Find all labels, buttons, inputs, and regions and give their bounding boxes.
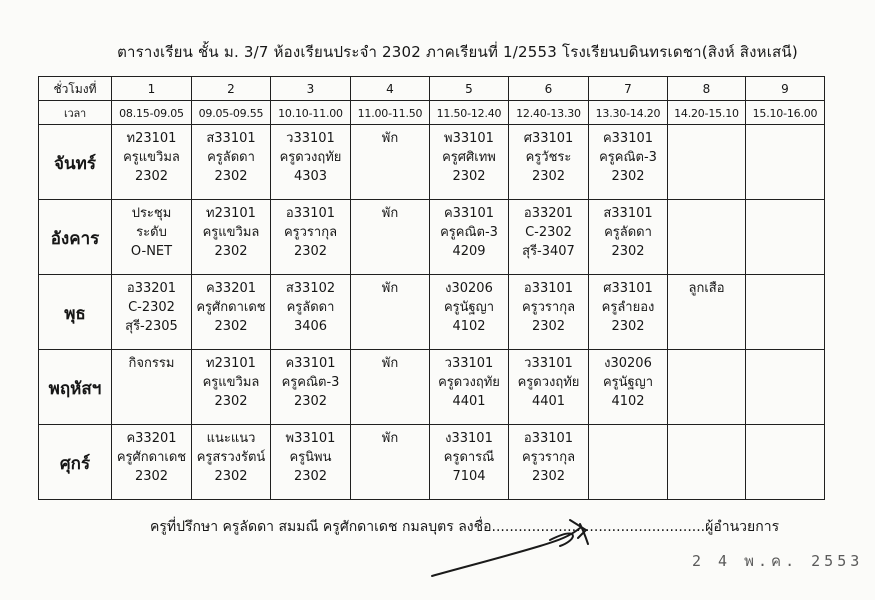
schedule-cell [351, 125, 430, 200]
schedule-cell [668, 125, 746, 200]
cell-line: ประชุม [131, 206, 172, 221]
cell-line: ครูนิพน [289, 450, 332, 465]
cell-line: 2302 [214, 244, 248, 259]
cell-line: ครูดวงฤทัย [517, 375, 580, 390]
period-number: 1 [112, 77, 192, 101]
cell-line: ท23101 [206, 356, 256, 371]
day-name: จันทร์ [39, 125, 112, 200]
schedule-cell [351, 425, 430, 500]
cell-line: ครูดวงฤทัย [438, 375, 500, 390]
period-time: 11.00-11.50 [351, 101, 430, 125]
schedule-cell [589, 275, 668, 350]
cell-line: ครูศักดาเดช [196, 300, 266, 315]
schedule-cell [746, 200, 825, 275]
schedule-cell [192, 425, 271, 500]
cell-line: แนะแนว [206, 431, 256, 446]
cell-line: พัก [381, 356, 399, 371]
cell-line: ครูคณิต-3 [440, 225, 498, 240]
cell-line: ท23101 [126, 131, 177, 146]
cell-line: 2302 [214, 319, 248, 334]
cell-line: 2302 [293, 244, 328, 259]
cell-line: 4102 [452, 319, 486, 334]
cell-line: สุรี-3407 [522, 244, 575, 259]
schedule-cell [271, 350, 351, 425]
schedule-cell [112, 125, 192, 200]
period-number: 3 [271, 77, 351, 101]
cell-line: ครูคณิต-3 [281, 375, 340, 390]
timetable [38, 76, 825, 500]
cell-line: ครูวรากุล [283, 225, 338, 240]
cell-line: C-2302 [128, 300, 175, 315]
cell-line: อ33101 [523, 281, 574, 296]
schedule-cell [509, 200, 589, 275]
period-number: 2 [192, 77, 271, 101]
cell-line: ว33101 [286, 131, 335, 146]
schedule-cell [746, 125, 825, 200]
cell-line: อ33201 [523, 206, 574, 221]
cell-line: ค33201 [126, 431, 177, 446]
cell-line: อ33101 [285, 206, 336, 221]
cell-line: ครูลำยอง [601, 300, 655, 315]
cell-line: ครูดารณี [443, 450, 495, 465]
cell-line: ครูลัดดา [286, 300, 335, 315]
period-label: ชั่วโมงที่ [39, 77, 112, 101]
day-row [39, 275, 825, 350]
schedule-cell [430, 125, 509, 200]
cell-line: พัก [381, 206, 399, 221]
cell-line: พ33101 [285, 431, 336, 446]
cell-line: 2302 [531, 169, 566, 184]
date-stamp: 2 4 พ.ค. 2553 [692, 552, 864, 570]
schedule-cell [746, 275, 825, 350]
cell-line: 4209 [452, 244, 486, 259]
schedule-cell [430, 200, 509, 275]
period-number: 9 [746, 77, 825, 101]
period-time: 10.10-11.00 [271, 101, 351, 125]
day-name: อังคาร [39, 200, 112, 275]
cell-line: 2302 [214, 169, 248, 184]
schedule-cell [668, 350, 746, 425]
day-row [39, 425, 825, 500]
schedule-cell [746, 425, 825, 500]
period-time: 09.05-09.55 [192, 101, 271, 125]
cell-line: 2302 [214, 469, 248, 484]
schedule-cell [430, 350, 509, 425]
cell-line: ส33101 [206, 131, 256, 146]
cell-line: 2302 [214, 394, 248, 409]
schedule-cell [589, 425, 668, 500]
period-number: 7 [589, 77, 668, 101]
schedule-cell [430, 425, 509, 500]
cell-line: ครูวัชระ [525, 150, 572, 165]
schedule-cell [509, 350, 589, 425]
period-number: 8 [668, 77, 746, 101]
cell-line: 3406 [293, 319, 328, 334]
period-number: 6 [509, 77, 589, 101]
period-time: 11.50-12.40 [430, 101, 509, 125]
cell-line: 2302 [611, 169, 645, 184]
day-row [39, 350, 825, 425]
cell-line: 4303 [293, 169, 328, 184]
schedule-cell [589, 200, 668, 275]
cell-line: 2302 [452, 169, 486, 184]
cell-line: ครูนัฐญา [602, 375, 654, 390]
period-time: 13.30-14.20 [589, 101, 668, 125]
cell-line: ว33101 [444, 356, 494, 371]
day-name: พุธ [39, 275, 112, 350]
cell-line: ครูวรากุล [521, 300, 576, 315]
cell-line: สุรี-2305 [125, 319, 178, 334]
cell-line: ค33101 [285, 356, 336, 371]
cell-line: ส33101 [603, 206, 653, 221]
cell-line: ครูนัฐญา [443, 300, 495, 315]
schedule-cell [192, 275, 271, 350]
cell-line: 4102 [611, 394, 645, 409]
day-rows [39, 125, 825, 500]
time-label: เวลา [39, 101, 112, 125]
schedule-cell [192, 350, 271, 425]
period-number: 5 [430, 77, 509, 101]
cell-line: ครูสรวงรัตน์ [196, 450, 266, 465]
period-time: 08.15-09.05 [112, 101, 192, 125]
schedule-cell [589, 350, 668, 425]
cell-line: ท23101 [206, 206, 256, 221]
cell-line: 4401 [452, 394, 486, 409]
cell-line: อ33101 [523, 431, 574, 446]
cell-line: พัก [381, 131, 399, 146]
cell-line: ค33101 [443, 206, 495, 221]
cell-line: ครูดวงฤทัย [279, 150, 342, 165]
cell-line: O-NET [130, 244, 173, 259]
schedule-cell [668, 425, 746, 500]
cell-line: ว33101 [524, 356, 573, 371]
cell-line: ครูวรากุล [521, 450, 576, 465]
schedule-cell [112, 425, 192, 500]
cell-line: ครูศักดาเดช [116, 450, 187, 465]
cell-line: ง30206 [445, 281, 493, 296]
period-time: 12.40-13.30 [509, 101, 589, 125]
cell-line: 2302 [293, 469, 328, 484]
cell-line: 4401 [531, 394, 566, 409]
schedule-cell [192, 200, 271, 275]
page-title: ตารางเรียน ชั้น ม. 3/7 ห้องเรียนประจำ 2302 ภาคเรียนที่ 1/2553 โรงเรียนบดินทรเดชา(สิงห์ สิงหเสนี) [117, 43, 798, 61]
cell-line: ครูศศิเทพ [442, 150, 496, 165]
schedule-cell [271, 425, 351, 500]
cell-line: อ33201 [126, 281, 177, 296]
schedule-cell [351, 350, 430, 425]
cell-line: ครูลัดดา [207, 150, 255, 165]
schedule-cell [112, 275, 192, 350]
cell-line: ครูแขวิมล [202, 225, 260, 240]
period-header-row [39, 77, 825, 101]
cell-line: ค33101 [602, 131, 654, 146]
cell-line: ลูกเสือ [688, 281, 725, 296]
cell-line: ส33102 [285, 281, 336, 296]
schedule-cell [351, 275, 430, 350]
cell-line: 7104 [452, 469, 486, 484]
cell-line: ครูลัดดา [604, 225, 652, 240]
cell-line: พ33101 [444, 131, 494, 146]
cell-line: 2302 [293, 394, 328, 409]
cell-line: ศ33101 [523, 131, 574, 146]
schedule-cell [509, 425, 589, 500]
period-number: 4 [351, 77, 430, 101]
schedule-cell [112, 350, 192, 425]
cell-line: ง30206 [604, 356, 652, 371]
cell-line: ศ33101 [603, 281, 653, 296]
cell-line: ง33101 [445, 431, 493, 446]
cell-line: ครูแขวิมล [123, 150, 180, 165]
day-name: พฤหัสฯ [39, 350, 112, 425]
schedule-cell [668, 275, 746, 350]
cell-line: 2302 [611, 244, 645, 259]
cell-line: 2302 [611, 319, 645, 334]
time-header-row [39, 101, 825, 125]
cell-line: พัก [381, 431, 399, 446]
schedule-cell [509, 125, 589, 200]
cell-line: พัก [381, 281, 399, 296]
cell-line: ครูคณิต-3 [599, 150, 657, 165]
schedule-cell [509, 275, 589, 350]
day-name: ศุกร์ [39, 425, 112, 500]
schedule-cell [271, 200, 351, 275]
cell-line: 2302 [531, 469, 566, 484]
schedule-cell [271, 125, 351, 200]
schedule-cell [192, 125, 271, 200]
schedule-cell [746, 350, 825, 425]
schedule-cell [668, 200, 746, 275]
period-time: 15.10-16.00 [746, 101, 825, 125]
footer-signature-line: ครูที่ปรึกษา ครูลัดดา สมมณี ครูศักดาเดช กมลบุตร ลงชื่อ................................................ผู้อำนวยการ [150, 519, 780, 535]
schedule-cell [589, 125, 668, 200]
schedule-cell [271, 275, 351, 350]
day-row [39, 200, 825, 275]
cell-line: 2302 [531, 319, 566, 334]
schedule-cell [112, 200, 192, 275]
period-time: 14.20-15.10 [668, 101, 746, 125]
cell-line: กิจกรรม [128, 356, 175, 371]
schedule-cell [430, 275, 509, 350]
cell-line: ค33201 [205, 281, 257, 296]
cell-line: 2302 [134, 169, 169, 184]
cell-line: ครูแขวิมล [202, 375, 260, 390]
cell-line: C-2302 [525, 225, 572, 240]
schedule-cell [351, 200, 430, 275]
cell-line: 2302 [134, 469, 169, 484]
cell-line: ระดับ [136, 225, 167, 240]
day-row [39, 125, 825, 200]
